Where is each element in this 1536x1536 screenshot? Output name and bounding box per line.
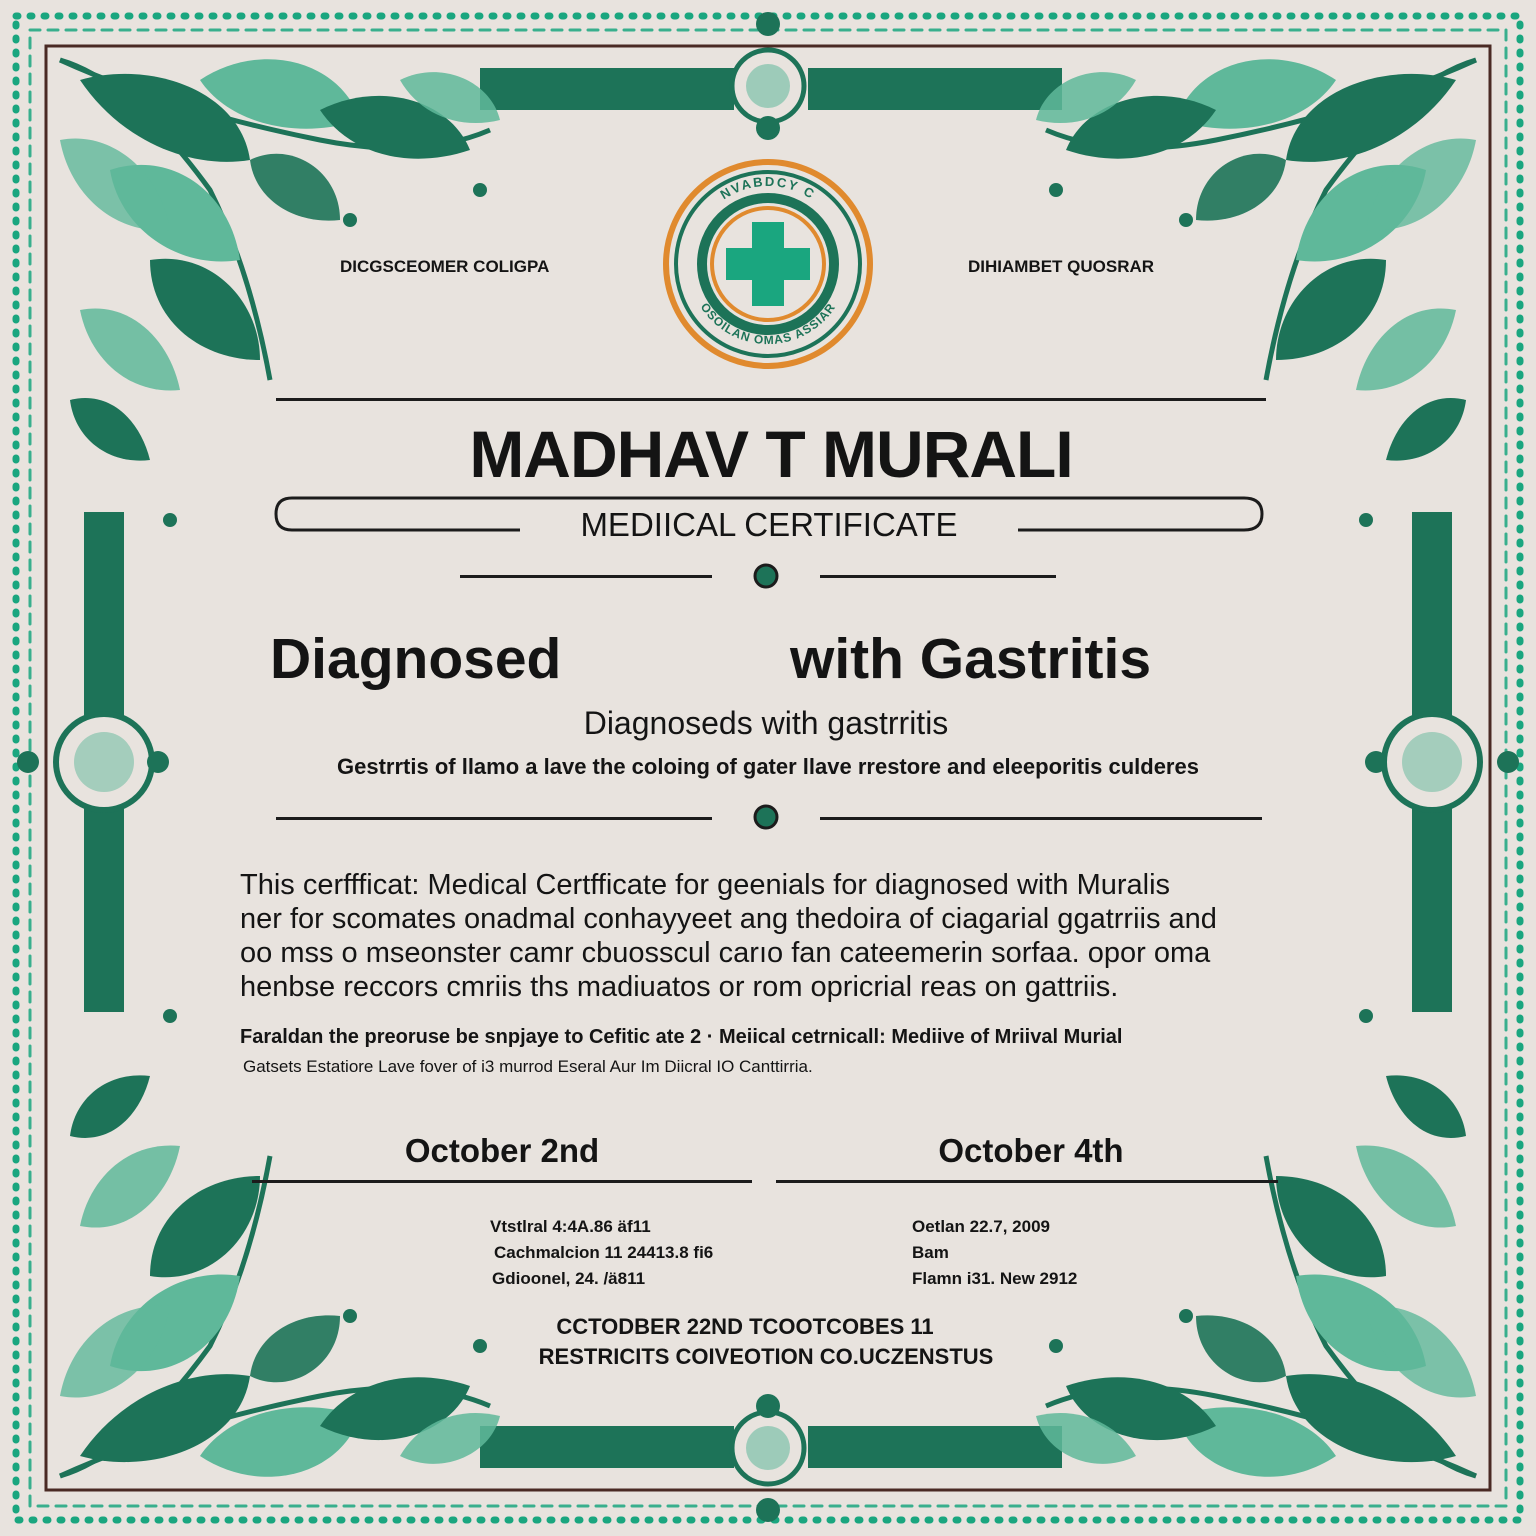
detail-line: Gdioonel, 24. /ä811 [492,1269,646,1288]
tagline: Gestrrtis of llamo a lave the coloing of gater llave rrestore and eleeporitis culderes [337,754,1199,779]
details-left [490,1214,713,1292]
detail-line: Cachmalcion 11 24413.8 fi6 [494,1243,714,1262]
body-line: This cerffficat: Medical Certfficate for geenials for diagnosed with Muralis [240,869,1171,901]
body-line: oo mss o mseonster camr cbuosscul carıo fan cateemerin sorfaa. opor oma [240,937,1211,969]
rule-lower-right [820,817,1262,820]
rule-upper-right [820,575,1056,578]
date-right: October 4th [938,1132,1124,1169]
rule-upper-left [460,575,712,578]
detail-line: Vtstlral 4:4A.86 äf11 [490,1217,651,1236]
detail-line: Bam [912,1243,949,1262]
certificate-note: Gatsets Estatiore Lave fover of i3 murrod Eseral Aur Im Diicral IO Canttirria. [243,1057,813,1076]
footer-line-2: RESTRICITS COIVEOTION CO.UCZENSTUS [538,1344,994,1369]
body-paragraph [240,868,1320,1004]
seal-ring-bottom-text: OSOILAN OMAS ASSIAR [697,300,839,348]
body-line: ner for scomates onadmal conhayyeet ang thedoira of ciagarial ggatrriis and [240,903,1217,935]
headline-left: Diagnosed [270,627,562,691]
rule-top [276,398,1266,401]
svg-text:NVABDCY C [718,174,819,202]
body-line: henbse reccors cmriis ths madiuatos or rom opricrial reas on gattriis. [240,971,1119,1003]
date-left: October 2nd [404,1132,600,1169]
certificate-statement: Faraldan the preoruse be snpjaye to Cefitic ate 2 · Meiical cetrnicall: Mediive of Mriival Murial [240,1026,1123,1048]
svg-text:OSOILAN OMAS ASSIAR [698,300,839,347]
header-right-label: DIHIAMBET QUOSRAR [968,257,1155,276]
detail-line: Flamn i31. New 2912 [912,1269,1078,1288]
rule-date-left [252,1180,752,1183]
recipient-name: MADHAV T MURALI [469,417,1073,491]
seal-ring-top-text: NVABDCY C [717,173,819,203]
rule-date-right [776,1180,1278,1183]
details-right [912,1214,1077,1292]
subheadline: Diagnoseds with gastrritis [583,705,949,741]
certificate-subtitle: MEDIICAL CERTIFICATE [580,506,958,543]
header-left-label: DICGSCEOMER COLIGPA [340,257,550,276]
detail-line: Oetlan 22.7, 2009 [912,1217,1050,1236]
footer-line-1: CCTODBER 22ND TCOOTCOBES 11 [556,1314,934,1339]
rule-lower-left [276,817,712,820]
headline-right: with Gastritis [790,627,1152,691]
